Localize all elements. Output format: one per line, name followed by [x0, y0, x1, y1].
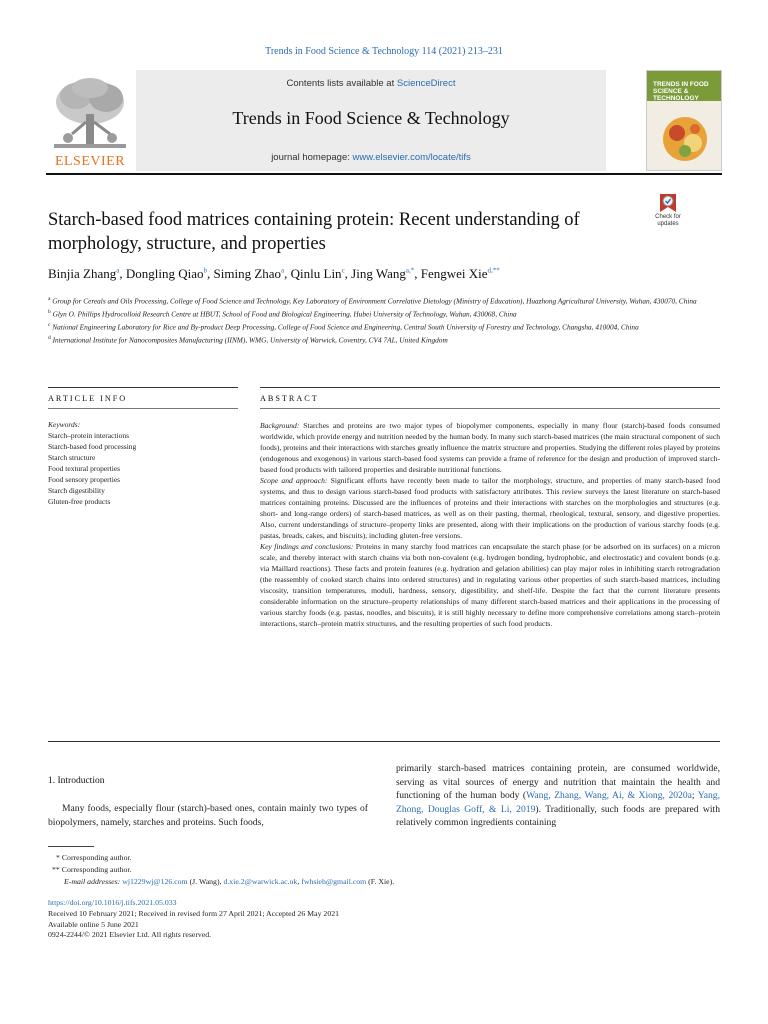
affiliation-item — [48, 333, 728, 346]
journal-title: Trends in Food Science & Technology — [232, 108, 510, 128]
author-affiliation-mark[interactable]: a — [281, 266, 285, 275]
abstract-paragraph — [260, 420, 720, 475]
email-link[interactable]: wj1229wj@126.com — [122, 877, 188, 886]
elsevier-wordmark: ELSEVIER — [54, 154, 126, 169]
affiliation-mark: c — [48, 322, 51, 329]
cover-title: TRENDS IN FOOD SCIENCE & TECHNOLOGY — [653, 81, 709, 102]
footnote-rule — [48, 846, 94, 847]
affiliation-text: Group for Cereals and Oils Processing, College of Food Science and Technology, Key Laboratory of Environment Correlative Dietology (Ministry of Education), Huazhong Agricultural University, Wuhan, 430070, China — [52, 296, 697, 306]
check-for-updates-icon — [646, 192, 690, 214]
cover-food-icon — [655, 111, 715, 167]
corresponding-author-note: ** Corresponding author. — [52, 865, 132, 874]
author-name[interactable]: Fengwei Xie — [420, 266, 488, 281]
check-for-updates-badge[interactable] — [646, 192, 690, 234]
email-separator: , — [297, 877, 302, 886]
abstract-paragraph-text: Significant efforts have recently been made to tailor the morphology, structure, and properties of many starch-based food systems, and thus to design various starch-based food products with satisfactory attributes. This review surveys the latest literature on starch-based matrices containing proteins. Discussed are the influences of proteins and their interactions with starches on the morphologies and structures (e.g. short- and long-range orders) of starch-based matrices, as well as on their pasting, thermal, rheological, textural, sensory, and digestive properties. Also, current understandings of structure–property links are presented, along with their implications on the production of various starchy foods (e.g. pastas, breads, cakes, and biscuits), including gluten-free versions. — [260, 476, 720, 540]
email-addresses — [48, 876, 395, 888]
abstract-body — [260, 420, 720, 629]
homepage-line — [136, 152, 606, 163]
keyword-item: Starch structure — [48, 453, 96, 462]
abstract-paragraph-text: Starches and proteins are two major types of biopolymer components, especially in many flour (starch)-based foods consumed worldwide, which provide energy and nutrition needed by the human body. In many such starch-based matrices (the main structural component of such foods), proteins and their interactions with starches greatly influence the matrix structure and properties. Studying the different roles played by proteins (endogenous and exogenous) in various starch-based food systems can provide a frame of reference for the design and production of improved starch-based food products with tailored properties and desirable nutritional functions. — [260, 421, 720, 474]
received-dates: Received 10 February 2021; Received in revised form 27 April 2021; Accepted 26 May 2021 — [48, 908, 340, 918]
email-label: E-mail addresses: — [64, 877, 121, 886]
masthead-rule — [46, 173, 722, 175]
affiliation-item — [48, 294, 728, 307]
keyword-item: Gluten-free products — [48, 497, 111, 506]
abstract-bottom-rule — [48, 741, 720, 742]
doi-link[interactable]: https://doi.org/10.1016/j.tifs.2021.05.033 — [48, 898, 177, 907]
affiliation-list — [48, 294, 728, 346]
intro-text-part: ; — [691, 790, 698, 802]
keyword-item: Starch digestibility — [48, 486, 105, 495]
intro-right-column — [396, 762, 720, 830]
author-affiliation-mark[interactable]: a,* — [405, 266, 415, 275]
abstract-heading: ABSTRACT — [260, 394, 319, 403]
citation-link[interactable]: Wang, Zhang, Wang, Ai, & Xiong, 2020a — [526, 790, 692, 802]
journal-reference[interactable]: Trends in Food Science & Technology 114 (2021) 213–231 — [265, 46, 503, 57]
affiliation-item — [48, 320, 728, 333]
author-affiliation-mark[interactable]: a — [116, 266, 120, 275]
affiliation-mark: a — [48, 296, 51, 302]
affiliation-mark: b — [48, 309, 51, 316]
affiliation-text: Glyn O. Phillips Hydrocolloid Research Centre at HBUT, School of Food and Biological Engineering, Hubei University of Technology, Wuhan, 430068, China — [52, 309, 517, 319]
email-owner: (F. Xie). — [366, 877, 395, 886]
affiliation-item — [48, 307, 728, 320]
intro-text-part: primarily starch-based matrices containing protein, are consumed worldwide, serving as vital sources of energy and nutrition that maintain the health and functioning of the human body ( — [396, 763, 720, 802]
journal-masthead — [46, 70, 722, 171]
badge-line-2: updates — [657, 220, 679, 227]
contents-line — [136, 78, 606, 89]
author-name[interactable]: Jing Wang — [351, 266, 406, 281]
abstract-paragraph — [260, 475, 720, 541]
masthead-center — [136, 70, 606, 171]
author-name[interactable]: Siming Zhao — [213, 266, 282, 281]
author-name[interactable]: Binjia Zhang — [48, 266, 117, 281]
email-link[interactable]: fwhsieh@gmail.com — [301, 877, 367, 886]
citation-link[interactable]: Yang, Zhong, Douglas Goff, & Li, 2019 — [396, 790, 720, 815]
abstract-paragraph-text: Proteins in many starchy food matrices can encapsulate the starch phase (or be adsorbed on its surfaces) on a micron scale, and thereby interact with starch chains via both non-covalent (e.g. hydrogen bonding, hydrophobic, and electrostatic) and covalent bonds (e.g. via Maillard reactions). These facts and protein features (e.g. hydration and gelation abilities) can play major roles in inhibiting starch retrogradation (the reassembly of cooked starch chains into ordered structures) and in regulating various other properties of such starch-based matrices, including viscosity, transition temperatures, moduli, hardness, sensory, digestibility, and shelf-life. Despite the fact that the current literature presents considerable information on the structure–property relationships of many different starch-based matrices and their applications in the processing of various starchy foods (e.g. pastas, noodles, and biscuits), it is still highly necessary to define more comprehensive correlations among starch–protein interactions, starch–protein matrix structures, and the resulting properties of such food products. — [260, 542, 720, 628]
keyword-item: Food textural properties — [48, 464, 121, 473]
keywords-block — [48, 419, 218, 507]
author-list: Binjia Zhang$^a$, Dongling Qiao$^b$, Siming Zhao$^a$, Qinlu Lin$^c$, Jing Wang$^{a,*}$, Fengwei Xie$^{d,**}$ — [48, 266, 500, 281]
abstract-top-rule — [260, 387, 720, 388]
abstract-paragraph-label: Key findings and conclusions: — [260, 542, 354, 551]
elsevier-tree-logo[interactable] — [48, 74, 128, 168]
author-affiliation-mark[interactable]: c — [341, 266, 345, 275]
badge-label — [646, 214, 690, 227]
article-title: Starch-based food matrices containing protein: Recent understanding of morphology, structure, and properties — [48, 210, 580, 254]
abstract-paragraph-label: Scope and approach: — [260, 476, 328, 485]
affiliation-text: National Engineering Laboratory for Rice and By-product Deep Processing, College of Food Science and Engineering, Central South University of Forestry and Technology, Changsha, 410004, China — [52, 322, 639, 332]
tree-icon — [48, 74, 132, 154]
journal-cover-image[interactable] — [646, 70, 722, 171]
keyword-item: Starch–protein interactions — [48, 431, 130, 440]
keywords-label: Keywords: — [48, 420, 81, 429]
journal-homepage-link[interactable]: www.elsevier.com/locate/tifs — [352, 152, 471, 163]
author-name[interactable]: Qinlu Lin — [290, 266, 342, 281]
sciencedirect-link[interactable]: ScienceDirect — [396, 78, 456, 89]
article-info-top-rule — [48, 387, 238, 388]
footnotes — [48, 852, 395, 888]
author-affiliation-mark[interactable]: d,** — [487, 266, 500, 275]
intro-left-column: Many foods, especially flour (starch)-based ones, contain mainly two types of biopolymers, namely, starches and proteins. Such foods, — [48, 803, 368, 828]
contents-prefix: Contents lists available at — [286, 78, 397, 89]
abstract-paragraph — [260, 541, 720, 629]
abstract-paragraph-label: Background: — [260, 421, 300, 430]
email-owner: (J. Wang), — [187, 877, 224, 886]
corresponding-author-note: * Corresponding author. — [56, 853, 132, 862]
email-link[interactable]: d.xie.2@warwick.ac.uk — [223, 877, 298, 886]
abstract-sub-rule — [260, 408, 720, 409]
copyright-line: 0924-2244/© 2021 Elsevier Ltd. All rights reserved. — [48, 930, 212, 940]
author-name[interactable]: Dongling Qiao — [125, 266, 204, 281]
available-online-date: Available online 5 June 2021 — [48, 919, 139, 929]
keyword-item: Starch-based food processing — [48, 442, 137, 451]
section-heading-introduction: 1. Introduction — [48, 776, 105, 786]
publication-info — [48, 898, 548, 941]
affiliation-text: International Institute for Nanocomposites Manufacturing (IINM), WMG, University of Warwick, Coventry, CV4 7AL, United Kingdom — [52, 335, 448, 345]
affiliation-mark: d — [48, 335, 51, 342]
article-info-sub-rule — [48, 408, 238, 409]
keyword-item: Food sensory properties — [48, 475, 121, 484]
intro-text-part: ). Traditionally, such foods are prepared with relatively common ingredients containing — [396, 803, 720, 829]
author-affiliation-mark[interactable]: b — [203, 266, 207, 275]
badge-line-1: Check for — [655, 214, 681, 220]
article-info-heading: ARTICLE INFO — [48, 394, 128, 403]
homepage-prefix: journal homepage: — [271, 152, 353, 163]
